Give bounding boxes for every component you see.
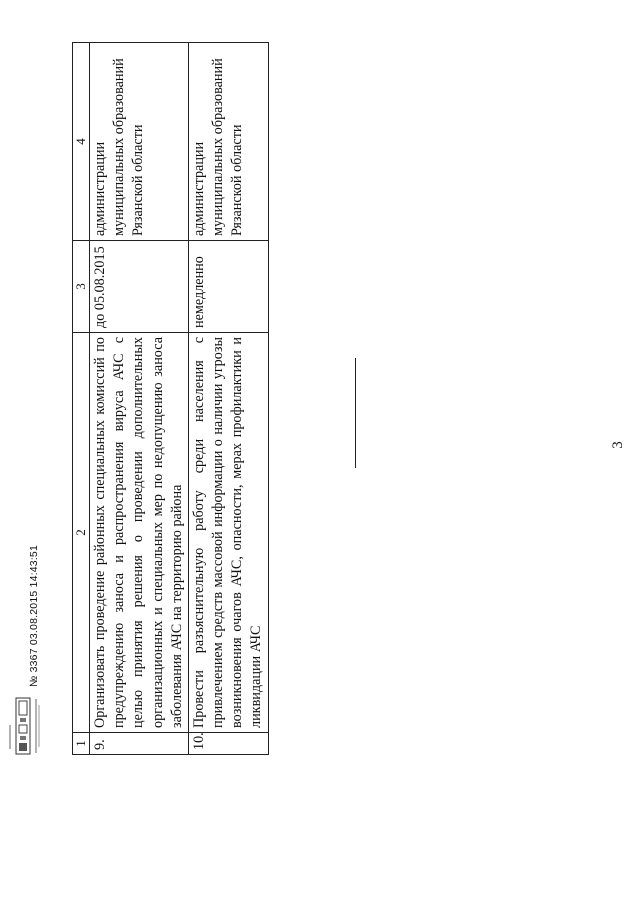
row-action: Организовать проведение районных специальных комиссий по предупреждению заноса и распространения вируса АЧС с целью принятия решения о проведении дополнительных организационных и специальных мер по недопущению заноса заболевания АЧС на территорию района: [90, 333, 189, 733]
row-number: 9.: [90, 733, 189, 755]
row-deadline: до 05.08.2015: [90, 241, 189, 333]
header-cell: 2: [73, 333, 90, 733]
row-action: Провести разъяснительную работу среди населения с привлечением средств массовой информации о наличии угрозы возникновения очагов АЧС, опасности, мерах профилактики и ликвидации АЧС: [188, 333, 268, 733]
registry-stamp-icon: [6, 697, 42, 755]
header-cell: 3: [73, 241, 90, 333]
document-stamp: № 3367 03.08.2015 14:43:51: [28, 545, 40, 687]
header-cell: 1: [73, 733, 90, 755]
row-deadline: немедленно: [188, 241, 268, 333]
table-header-row: [73, 43, 90, 755]
row-responsible: администрации муниципальных образований Рязанской области: [90, 43, 189, 241]
document-footer: [0, 335, 50, 755]
header-cell: 4: [73, 43, 90, 241]
row-number: 10.: [188, 733, 268, 755]
page-number: 3: [610, 441, 626, 449]
table-row: [90, 43, 189, 755]
table-row: [188, 43, 268, 755]
end-of-document-line: [355, 358, 356, 468]
measures-table: [72, 42, 269, 755]
row-responsible: администрации муниципальных образований Рязанской области: [188, 43, 268, 241]
